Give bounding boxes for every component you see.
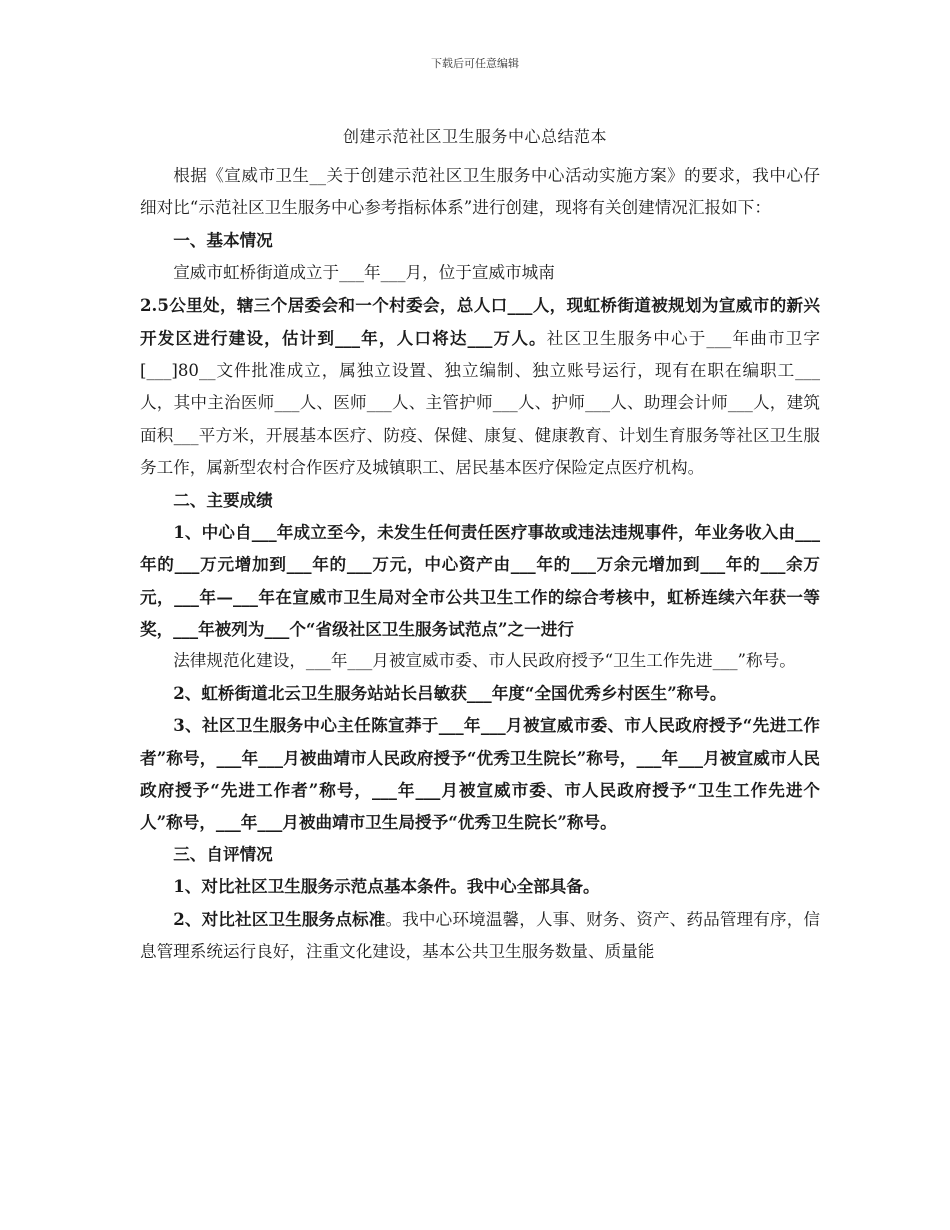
document-body <box>140 160 820 968</box>
section1-paragraph <box>140 289 820 484</box>
section2-heading: 二、主要成绩 <box>173 490 273 511</box>
section1-line1: 宣威市虹桥街道成立于___年___月，位于宣威市城南 <box>173 262 555 282</box>
section2-item1: 1、中心自___年成立至今，未发生任何责任医疗事故或违法违规事件，年业务收入由___年的___万元增加到___年的___万元，中心资产由___年的___万余元增加到___年的___余万元，___年—___年在宣威市卫生局对全市公共卫生工作的综合考核中，虹桥连续六年获一等奖，___年被列为___个“省级社区卫生服务试范点”之一进行 <box>140 522 820 639</box>
section1-heading: 一、基本情况 <box>173 230 273 251</box>
intro-paragraph: 根据《宣威市卫生__关于创建示范社区卫生服务中心活动实施方案》的要求，我中心仔细对比“示范社区卫生服务中心参考指标体系”进行创建，现将有关创建情况汇报如下： <box>140 166 820 218</box>
section3-item2-bold: 2、对比社区卫生服务点标准 <box>173 908 386 929</box>
document-title: 创建示范社区卫生服务中心总结范本 <box>342 127 607 146</box>
section1-bold-text: 2.5公里处，辖三个居委会和一个村委会，总人口___人，现虹桥街道被规划为宣威市的新兴开发区进行建设，估计到___年，人口将达___万人。 <box>140 294 820 349</box>
section3-item2 <box>140 903 820 968</box>
section1-normal-text: 社区卫生服务中心于___年曲市卫字[___]80__文件批准成立，属独立设置、独立编制、独立账号运行，现有在职在编职工___人，其中主治医师___人、医师___人、主管护师___人、护师___人、助理会计师___人，建筑面积___平方米，开展基本医疗、防疫、保健、康复、健康教育、计划生育服务等社区卫生服务工作，属新型农村合作医疗及城镇职工、居民基本医疗保险定点医疗机构。 <box>140 329 820 477</box>
section2-item2: 2、虹桥街道北云卫生服务站站长吕敏获___年度“全国优秀乡村医生”称号。 <box>173 683 727 704</box>
section2-item1-continued: 法律规范化建设，___年___月被宣威市委、市人民政府授予“卫生工作先进___”称号。 <box>173 651 796 671</box>
section3-item2-normal: 。我中心环境温馨，人事、财务、资产、药品管理有序，信息管理系统运行良好，注重文化建设，基本公共卫生服务数量、质量能 <box>140 909 820 961</box>
section2-item3: 3、社区卫生服务中心主任陈宣莽于___年___月被宣威市委、市人民政府授予“先进工作者”称号，___年___月被曲靖市人民政府授予“优秀卫生院长”称号，___年___月被宣威市人民政府授予“先进工作者”称号，___年___月被宣威市委、市人民政府授予“卫生工作先进个人”称号，___年___月被曲靖市卫生局授予“优秀卫生院长”称号。 <box>140 715 820 833</box>
section3-heading: 三、自评情况 <box>173 844 273 865</box>
page-header-note: 下载后可任意编辑 <box>431 57 519 70</box>
section3-item1: 1、对比社区卫生服务示范点基本条件。我中心全部具备。 <box>173 876 600 897</box>
